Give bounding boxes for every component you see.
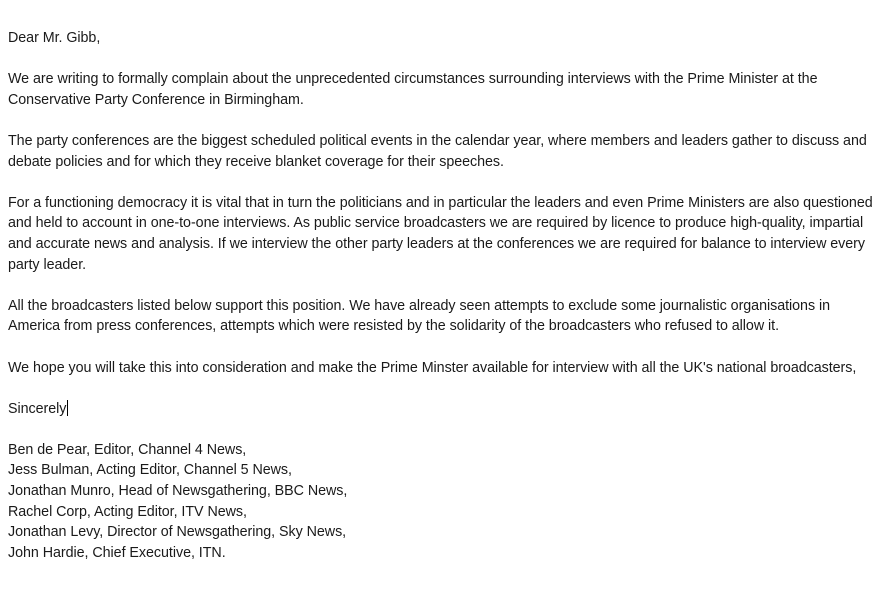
signatory-item: John Hardie, Chief Executive, ITN. [8, 544, 226, 561]
signatory-item: Jonathan Munro, Head of Newsgathering, BBC News, [8, 483, 348, 500]
letter-body[interactable] [8, 28, 880, 563]
signatory-list [8, 440, 880, 564]
paragraph-democracy: For a functioning democracy it is vital that in turn the politicians and in particular the leaders and even Prime Ministers are also questioned and held to account in one-to-one interviews. As public service broadcasters we are required by licence to produce high-quality, impartial and accurate news and analysis. If we interview the other party leaders at the conferences we are required for balance to interview every party leader. [8, 194, 873, 273]
text-cursor [67, 400, 68, 416]
signatory-item: Jonathan Levy, Director of Newsgathering, Sky News, [8, 524, 347, 541]
closing-line [8, 399, 880, 420]
signatory-item: Jess Bulman, Acting Editor, Channel 5 News, [8, 462, 292, 479]
paragraph-request: We hope you will take this into consideration and make the Prime Minster available for interview with all the UK's national broadcasters, [8, 359, 857, 376]
signatory-item: Ben de Pear, Editor, Channel 4 News, [8, 441, 247, 458]
paragraph-complaint: We are writing to formally complain about the unprecedented circumstances surrounding interviews with the Prime Minister at the Conservative Party Conference in Birmingham. [8, 71, 818, 108]
signatory-item: Rachel Corp, Acting Editor, ITV News, [8, 503, 247, 520]
salutation: Dear Mr. Gibb, [8, 30, 101, 46]
closing-text: Sincerely [8, 400, 67, 417]
paragraph-conferences: The party conferences are the biggest scheduled political events in the calendar year, where members and leaders gather to discuss and debate policies and for which they receive blanket coverage for their speeches. [8, 132, 867, 170]
paragraph-broadcasters: All the broadcasters listed below support this position. We have already seen attempts to exclude some journalistic organisations in America from press conferences, attempts which were resisted by the solidarity of the broadcasters who refused to allow it. [8, 297, 831, 335]
